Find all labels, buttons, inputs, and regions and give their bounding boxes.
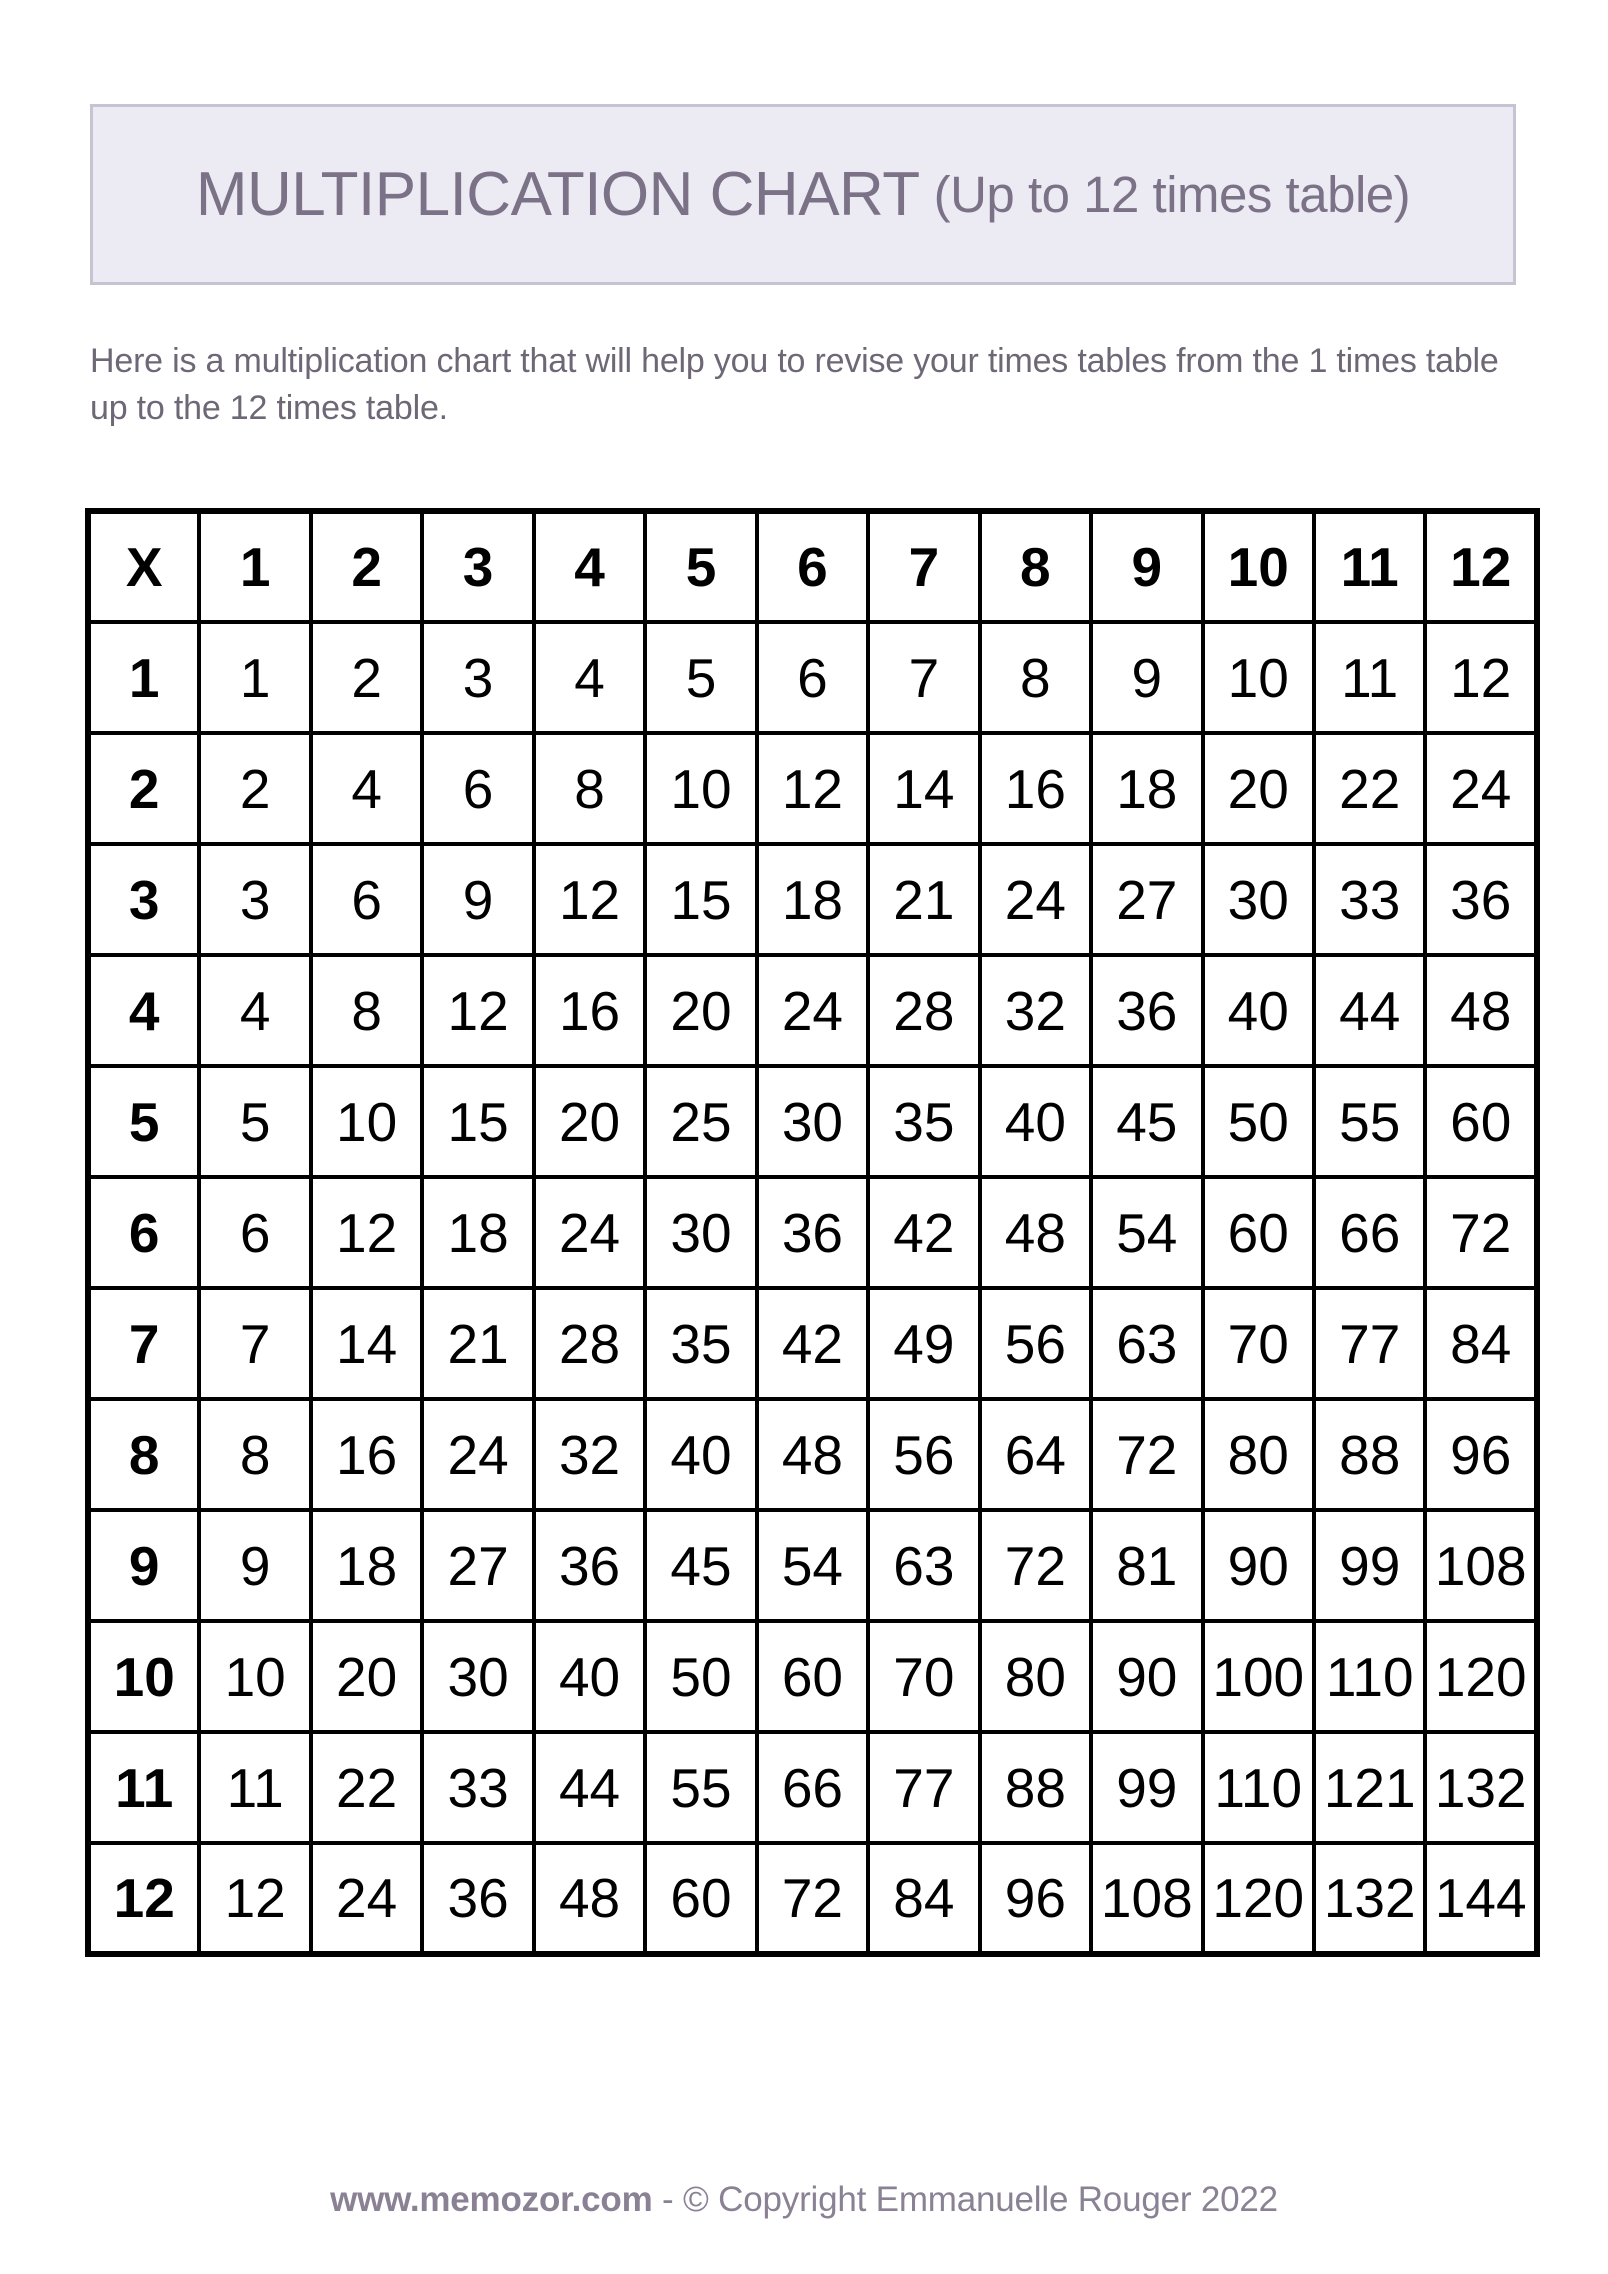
table-cell: 42 (757, 1288, 868, 1399)
table-header-cell: 2 (311, 511, 422, 622)
table-cell: 30 (1203, 844, 1314, 955)
footer-separator: - (652, 2180, 684, 2219)
table-cell: 72 (980, 1510, 1091, 1621)
table-cell: 72 (1091, 1399, 1202, 1510)
table-header-cell: 3 (422, 511, 533, 622)
row-label-cell: 8 (88, 1399, 199, 1510)
table-cell: 22 (1314, 733, 1425, 844)
table-cell: 2 (311, 622, 422, 733)
table-cell: 21 (868, 844, 979, 955)
table-cell: 120 (1203, 1843, 1314, 1954)
table-cell: 32 (534, 1399, 645, 1510)
table-cell: 12 (534, 844, 645, 955)
row-label-cell: 9 (88, 1510, 199, 1621)
table-cell: 28 (534, 1288, 645, 1399)
table-cell: 70 (868, 1621, 979, 1732)
table-cell: 15 (422, 1066, 533, 1177)
table-cell: 55 (645, 1732, 756, 1843)
table-cell: 70 (1203, 1288, 1314, 1399)
table-cell: 11 (1314, 622, 1425, 733)
table-head (88, 511, 1537, 622)
table-cell: 8 (980, 622, 1091, 733)
table-cell: 96 (980, 1843, 1091, 1954)
table-cell: 66 (757, 1732, 868, 1843)
table-header-cell: 11 (1314, 511, 1425, 622)
table-header-cell: 4 (534, 511, 645, 622)
table-cell: 6 (311, 844, 422, 955)
table-cell: 10 (645, 733, 756, 844)
table-cell: 40 (645, 1399, 756, 1510)
table-row (88, 1621, 1537, 1732)
table-cell: 36 (1425, 844, 1537, 955)
table-cell: 18 (422, 1177, 533, 1288)
table-cell: 55 (1314, 1066, 1425, 1177)
table-cell: 16 (311, 1399, 422, 1510)
table-cell: 108 (1425, 1510, 1537, 1621)
table-cell: 77 (868, 1732, 979, 1843)
table-cell: 54 (757, 1510, 868, 1621)
row-label-cell: 11 (88, 1732, 199, 1843)
table-cell: 15 (645, 844, 756, 955)
table-cell: 11 (199, 1732, 310, 1843)
table-cell: 40 (534, 1621, 645, 1732)
table-cell: 32 (980, 955, 1091, 1066)
table-cell: 56 (980, 1288, 1091, 1399)
table-cell: 8 (534, 733, 645, 844)
table-row (88, 622, 1537, 733)
table-cell: 24 (1425, 733, 1537, 844)
table-header-cell: 8 (980, 511, 1091, 622)
row-label-cell: 3 (88, 844, 199, 955)
row-label-cell: 12 (88, 1843, 199, 1954)
table-cell: 90 (1203, 1510, 1314, 1621)
table-cell: 12 (311, 1177, 422, 1288)
table-cell: 20 (645, 955, 756, 1066)
multiplication-table (85, 508, 1540, 1957)
table-cell: 24 (757, 955, 868, 1066)
table-cell: 12 (757, 733, 868, 844)
table-cell: 16 (534, 955, 645, 1066)
table-cell: 56 (868, 1399, 979, 1510)
table-cell: 35 (868, 1066, 979, 1177)
table-row (88, 1177, 1537, 1288)
table-cell: 3 (199, 844, 310, 955)
table-cell: 84 (1425, 1288, 1537, 1399)
table-cell: 110 (1203, 1732, 1314, 1843)
table-cell: 6 (199, 1177, 310, 1288)
table-cell: 24 (311, 1843, 422, 1954)
table-cell: 40 (1203, 955, 1314, 1066)
table-cell: 27 (1091, 844, 1202, 955)
table-row (88, 1288, 1537, 1399)
table-cell: 60 (645, 1843, 756, 1954)
table-cell: 80 (980, 1621, 1091, 1732)
table-cell: 8 (199, 1399, 310, 1510)
table-row (88, 844, 1537, 955)
table-cell: 9 (199, 1510, 310, 1621)
intro-paragraph: Here is a multiplication chart that will help you to revise your times tables from the 1 times table up to the 12 times table. (90, 342, 1499, 427)
table-cell: 4 (534, 622, 645, 733)
table-cell: 18 (757, 844, 868, 955)
footer-site-name: www.memozor.com (330, 2180, 653, 2219)
table-row (88, 1510, 1537, 1621)
table-cell: 35 (645, 1288, 756, 1399)
table-header-cell: 6 (757, 511, 868, 622)
table-cell: 60 (757, 1621, 868, 1732)
title-banner (90, 104, 1516, 285)
table-header-row (88, 511, 1537, 622)
footer-copyright: © Copyright Emmanuelle Rouger 2022 (683, 2180, 1278, 2219)
table-cell: 40 (980, 1066, 1091, 1177)
table-cell: 108 (1091, 1843, 1202, 1954)
table-cell: 25 (645, 1066, 756, 1177)
table-cell: 44 (534, 1732, 645, 1843)
table-cell: 5 (645, 622, 756, 733)
table-cell: 54 (1091, 1177, 1202, 1288)
table-cell: 24 (422, 1399, 533, 1510)
table-cell: 6 (422, 733, 533, 844)
table-cell: 72 (1425, 1177, 1537, 1288)
row-label-cell: 10 (88, 1621, 199, 1732)
table-cell: 48 (757, 1399, 868, 1510)
row-label-cell: 5 (88, 1066, 199, 1177)
table-header-cell: 12 (1425, 511, 1537, 622)
table-cell: 12 (422, 955, 533, 1066)
table-cell: 88 (980, 1732, 1091, 1843)
table-cell: 36 (757, 1177, 868, 1288)
table-cell: 16 (980, 733, 1091, 844)
table-row (88, 955, 1537, 1066)
table-row (88, 733, 1537, 844)
table-cell: 48 (1425, 955, 1537, 1066)
table-cell: 36 (422, 1843, 533, 1954)
table-cell: 49 (868, 1288, 979, 1399)
table-cell: 50 (645, 1621, 756, 1732)
table-cell: 132 (1425, 1732, 1537, 1843)
table-cell: 120 (1425, 1621, 1537, 1732)
table-cell: 5 (199, 1066, 310, 1177)
table-cell: 45 (645, 1510, 756, 1621)
table-row (88, 1732, 1537, 1843)
table-cell: 64 (980, 1399, 1091, 1510)
table-cell: 18 (311, 1510, 422, 1621)
table-cell: 1 (199, 622, 310, 733)
table-cell: 48 (980, 1177, 1091, 1288)
table-cell: 2 (199, 733, 310, 844)
page-subtitle: (Up to 12 times table) (933, 166, 1411, 223)
table-cell: 63 (868, 1510, 979, 1621)
table-cell: 22 (311, 1732, 422, 1843)
table-cell: 36 (1091, 955, 1202, 1066)
table-cell: 9 (1091, 622, 1202, 733)
table-cell: 81 (1091, 1510, 1202, 1621)
table-cell: 50 (1203, 1066, 1314, 1177)
table-cell: 80 (1203, 1399, 1314, 1510)
table-cell: 20 (311, 1621, 422, 1732)
table-row (88, 1843, 1537, 1954)
table-cell: 12 (199, 1843, 310, 1954)
table-cell: 27 (422, 1510, 533, 1621)
table-cell: 60 (1425, 1066, 1537, 1177)
table-cell: 45 (1091, 1066, 1202, 1177)
table-cell: 33 (1314, 844, 1425, 955)
table-cell: 10 (199, 1621, 310, 1732)
row-label-cell: 7 (88, 1288, 199, 1399)
table-row (88, 1399, 1537, 1510)
table-header-cell: X (88, 511, 199, 622)
table-cell: 20 (534, 1066, 645, 1177)
table-cell: 33 (422, 1732, 533, 1843)
table-cell: 99 (1091, 1732, 1202, 1843)
table-cell: 7 (199, 1288, 310, 1399)
table-cell: 144 (1425, 1843, 1537, 1954)
table-cell: 3 (422, 622, 533, 733)
table-header-cell: 7 (868, 511, 979, 622)
table-cell: 28 (868, 955, 979, 1066)
table-cell: 21 (422, 1288, 533, 1399)
table-cell: 30 (645, 1177, 756, 1288)
table-header-cell: 10 (1203, 511, 1314, 622)
table-cell: 132 (1314, 1843, 1425, 1954)
table-row (88, 1066, 1537, 1177)
row-label-cell: 6 (88, 1177, 199, 1288)
table-cell: 14 (311, 1288, 422, 1399)
table-cell: 9 (422, 844, 533, 955)
table-cell: 4 (311, 733, 422, 844)
row-label-cell: 2 (88, 733, 199, 844)
table-cell: 24 (980, 844, 1091, 955)
table-cell: 44 (1314, 955, 1425, 1066)
table-header-cell: 5 (645, 511, 756, 622)
table-cell: 72 (757, 1843, 868, 1954)
table-cell: 10 (311, 1066, 422, 1177)
table-cell: 99 (1314, 1510, 1425, 1621)
table-cell: 8 (311, 955, 422, 1066)
table-cell: 24 (534, 1177, 645, 1288)
table-cell: 30 (757, 1066, 868, 1177)
table-cell: 100 (1203, 1621, 1314, 1732)
table-cell: 7 (868, 622, 979, 733)
table-cell: 14 (868, 733, 979, 844)
row-label-cell: 1 (88, 622, 199, 733)
footer (0, 2180, 1608, 2220)
table-cell: 30 (422, 1621, 533, 1732)
table-cell: 110 (1314, 1621, 1425, 1732)
table-cell: 12 (1425, 622, 1537, 733)
table-cell: 121 (1314, 1732, 1425, 1843)
page-title: MULTIPLICATION CHART (195, 160, 920, 229)
table-cell: 88 (1314, 1399, 1425, 1510)
table-cell: 42 (868, 1177, 979, 1288)
row-label-cell: 4 (88, 955, 199, 1066)
table-header-cell: 1 (199, 511, 310, 622)
table-cell: 48 (534, 1843, 645, 1954)
table-cell: 6 (757, 622, 868, 733)
table-cell: 10 (1203, 622, 1314, 733)
table-header-cell: 9 (1091, 511, 1202, 622)
table-cell: 36 (534, 1510, 645, 1621)
table-cell: 63 (1091, 1288, 1202, 1399)
table-cell: 18 (1091, 733, 1202, 844)
table-cell: 77 (1314, 1288, 1425, 1399)
table-cell: 20 (1203, 733, 1314, 844)
table-cell: 84 (868, 1843, 979, 1954)
table-cell: 90 (1091, 1621, 1202, 1732)
table-cell: 96 (1425, 1399, 1537, 1510)
table-cell: 66 (1314, 1177, 1425, 1288)
table-body (88, 622, 1537, 1954)
table-cell: 4 (199, 955, 310, 1066)
table-cell: 60 (1203, 1177, 1314, 1288)
